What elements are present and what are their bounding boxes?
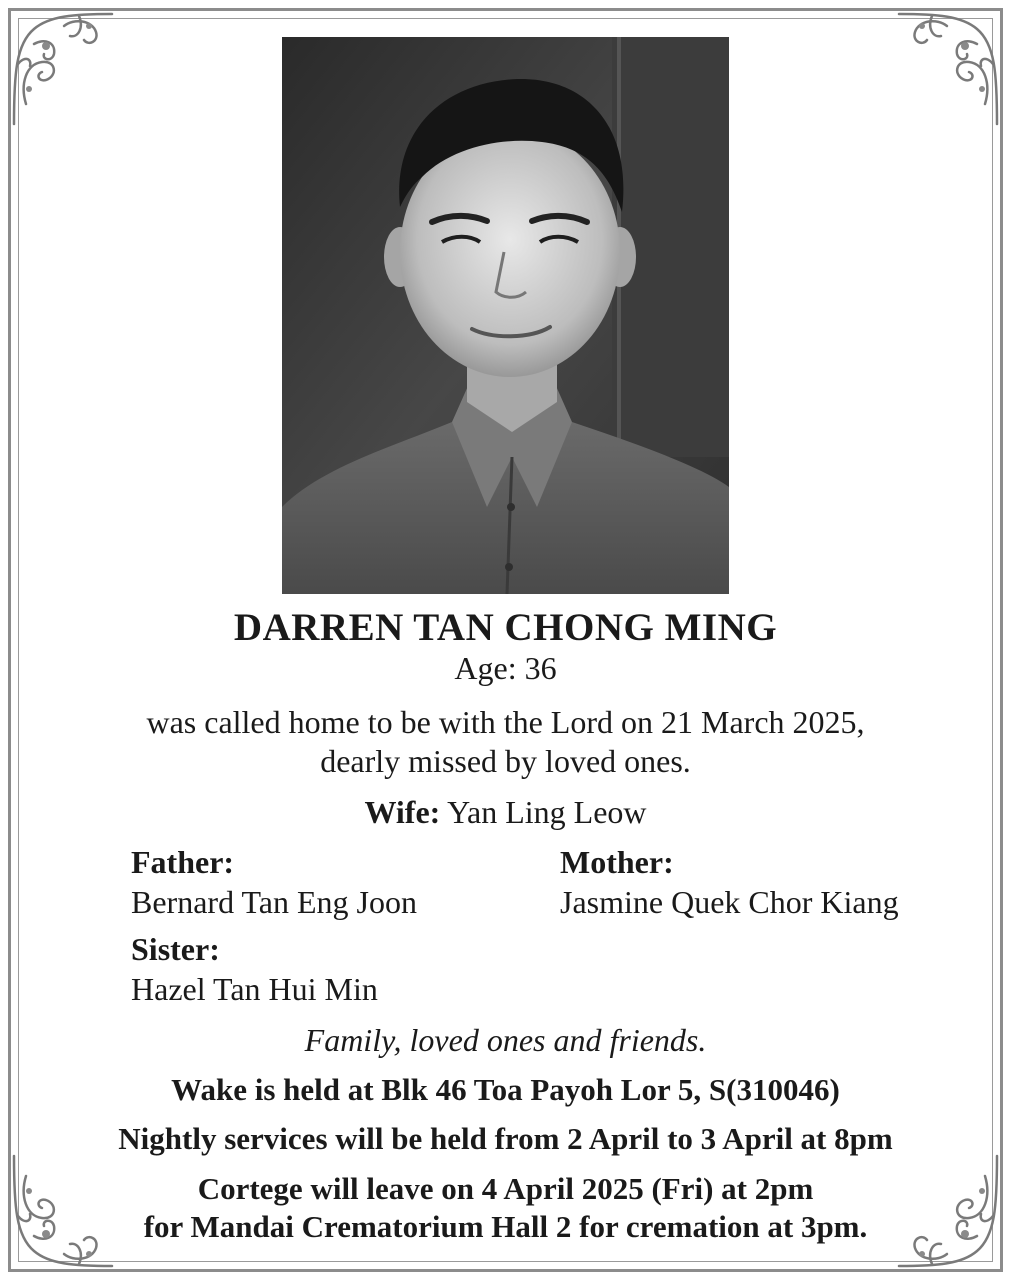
cortege-details: Cortege will leave on 4 April 2025 (Fri) at 2pm	[197, 1171, 814, 1206]
wife-label: Wife:	[364, 794, 441, 830]
mother-label: Mother:	[560, 844, 674, 880]
wife-line	[0, 794, 1011, 831]
nightly-services: Nightly services will be held from 2 April to 3 April at 8pm	[118, 1121, 893, 1156]
deceased-age: Age: 36	[454, 650, 557, 686]
mother-block	[560, 842, 899, 922]
ornament-corner-icon	[892, 4, 1007, 134]
sister-block	[131, 929, 378, 1009]
ornament-corner-icon	[4, 4, 119, 134]
wife-name: Yan Ling Leow	[447, 794, 647, 830]
wake-details: Wake is held at Blk 46 Toa Payoh Lor 5, S(310046)	[171, 1072, 840, 1107]
father-name: Bernard Tan Eng Joon	[131, 884, 417, 920]
sister-name: Hazel Tan Hui Min	[131, 971, 378, 1007]
family-closing: Family, loved ones and friends.	[304, 1022, 707, 1058]
father-label: Father:	[131, 844, 235, 880]
portrait-photo-icon	[282, 37, 729, 594]
mother-name: Jasmine Quek Chor Kiang	[560, 884, 899, 920]
message-line-2: dearly missed by loved ones.	[320, 743, 691, 779]
cremation-details: for Mandai Crematorium Hall 2 for cremation at 3pm.	[143, 1209, 868, 1244]
sister-label: Sister:	[131, 931, 220, 967]
deceased-name: DARREN TAN CHONG MING	[233, 606, 778, 649]
father-block	[131, 842, 417, 922]
message-line-1: was called home to be with the Lord on 21 March 2025,	[146, 704, 865, 740]
portrait-photo	[282, 37, 729, 594]
